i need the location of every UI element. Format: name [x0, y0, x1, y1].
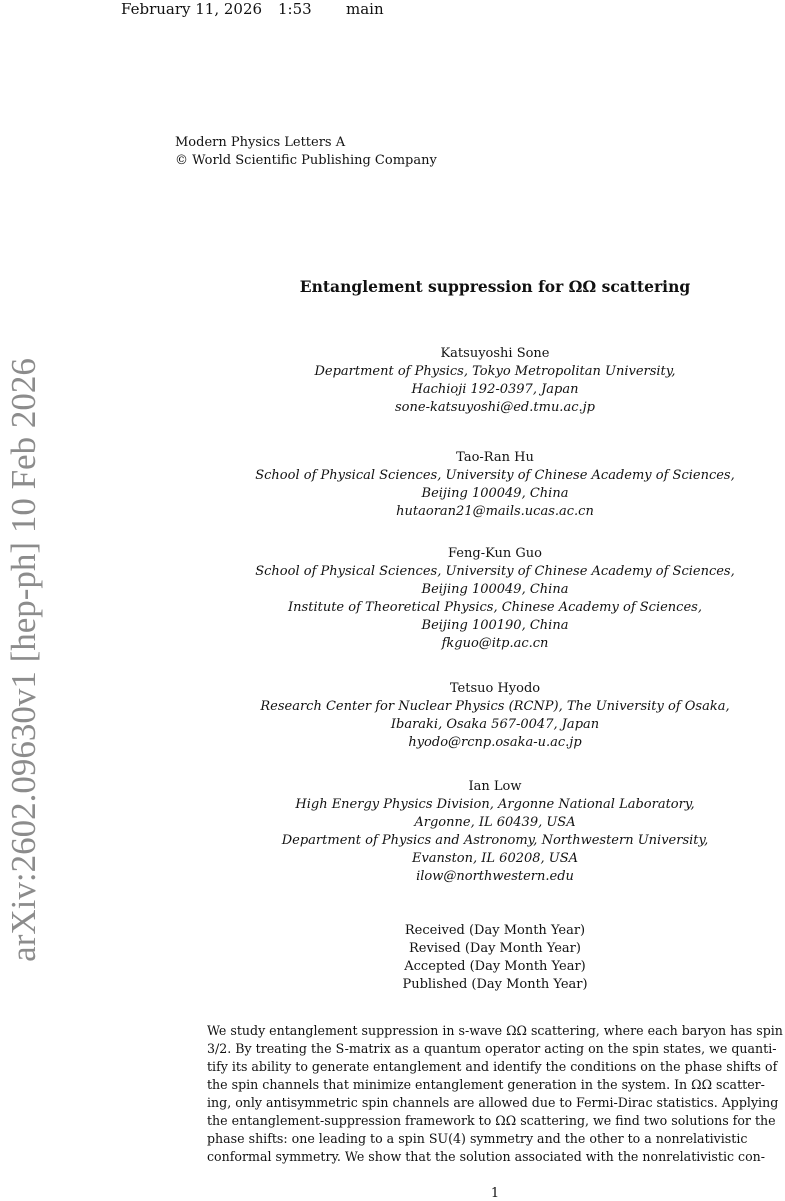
abstract-line: conformal symmetry. We show that the solution associated with the nonrelativistic con-	[207, 1149, 766, 1164]
author-affiliation: Ibaraki, Osaka 567-0047, Japan	[390, 717, 600, 732]
author-affiliation: Beijing 100049, China	[421, 486, 569, 501]
author-affiliation: Department of Physics, Tokyo Metropolitan University,	[314, 364, 676, 379]
author-affiliation: High Energy Physics Division, Argonne National Laboratory,	[295, 797, 695, 812]
author-affiliation: Hachioji 192-0397, Japan	[411, 382, 579, 397]
abstract-line: the spin channels that minimize entanglement generation in the system. In ΩΩ scatter-	[207, 1077, 765, 1092]
author-block	[0, 545, 785, 653]
author-email: hyodo@rcnp.osaka-u.ac.jp	[408, 735, 582, 750]
header-date: February 11, 2026	[121, 0, 263, 18]
revised-date: Revised (Day Month Year)	[409, 941, 581, 956]
journal-name: Modern Physics Letters A	[175, 135, 346, 150]
author-name: Katsuyoshi Sone	[440, 346, 550, 361]
author-email: ilow@northwestern.edu	[416, 869, 574, 884]
author-affiliation: Beijing 100190, China	[421, 618, 569, 633]
arxiv-identifier: arXiv:2602.09630v1 [hep-ph] 10 Feb 2026	[4, 358, 43, 962]
header-time: 1:53	[278, 0, 312, 18]
abstract-line: phase shifts: one leading to a spin SU(4) symmetry and the other to a nonrelativistic	[207, 1131, 748, 1146]
page-number: 1	[490, 1186, 500, 1201]
author-affiliation: Department of Physics and Astronomy, Northwestern University,	[281, 833, 709, 848]
author-email: hutaoran21@mails.ucas.ac.cn	[396, 504, 594, 519]
abstract-line: 3/2. By treating the S-matrix as a quantum operator acting on the spin states, we quanti-	[207, 1041, 777, 1056]
author-affiliation: Argonne, IL 60439, USA	[414, 815, 576, 830]
author-name: Feng-Kun Guo	[448, 546, 542, 561]
paper-title: Entanglement suppression for ΩΩ scattering	[299, 277, 691, 296]
published-date: Published (Day Month Year)	[402, 977, 588, 992]
publication-dates	[0, 922, 785, 994]
author-block	[0, 345, 785, 417]
author-affiliation: Research Center for Nuclear Physics (RCNP), The University of Osaka,	[260, 699, 730, 714]
abstract-line: We study entanglement suppression in s-wave ΩΩ scattering, where each baryon has spin	[207, 1023, 783, 1038]
author-affiliation: School of Physical Sciences, University of Chinese Academy of Sciences,	[255, 468, 735, 483]
accepted-date: Accepted (Day Month Year)	[404, 959, 586, 974]
author-block	[0, 449, 785, 521]
journal-copyright: © World Scientific Publishing Company	[175, 153, 437, 168]
author-email: sone-katsuyoshi@ed.tmu.ac.jp	[395, 400, 595, 415]
author-affiliation: Beijing 100049, China	[421, 582, 569, 597]
author-email: fkguo@itp.ac.cn	[441, 636, 549, 651]
author-block	[0, 680, 785, 752]
author-affiliation: Institute of Theoretical Physics, Chinese Academy of Sciences,	[288, 600, 702, 615]
author-name: Ian Low	[468, 779, 522, 794]
abstract	[207, 1022, 785, 1166]
author-block	[0, 778, 785, 886]
author-name: Tetsuo Hyodo	[449, 681, 541, 696]
received-date: Received (Day Month Year)	[404, 923, 586, 938]
author-affiliation: School of Physical Sciences, University of Chinese Academy of Sciences,	[255, 564, 735, 579]
abstract-line: the entanglement-suppression framework to ΩΩ scattering, we find two solutions for the	[207, 1113, 776, 1128]
abstract-line: tify its ability to generate entanglement and identify the conditions on the phase shifts of	[207, 1059, 778, 1074]
abstract-line: ing, only antisymmetric spin channels are allowed due to Fermi-Dirac statistics. Applying	[207, 1095, 779, 1110]
author-affiliation: Evanston, IL 60208, USA	[411, 851, 579, 866]
author-name: Tao-Ran Hu	[456, 450, 534, 465]
header-doc-name: main	[346, 0, 384, 18]
